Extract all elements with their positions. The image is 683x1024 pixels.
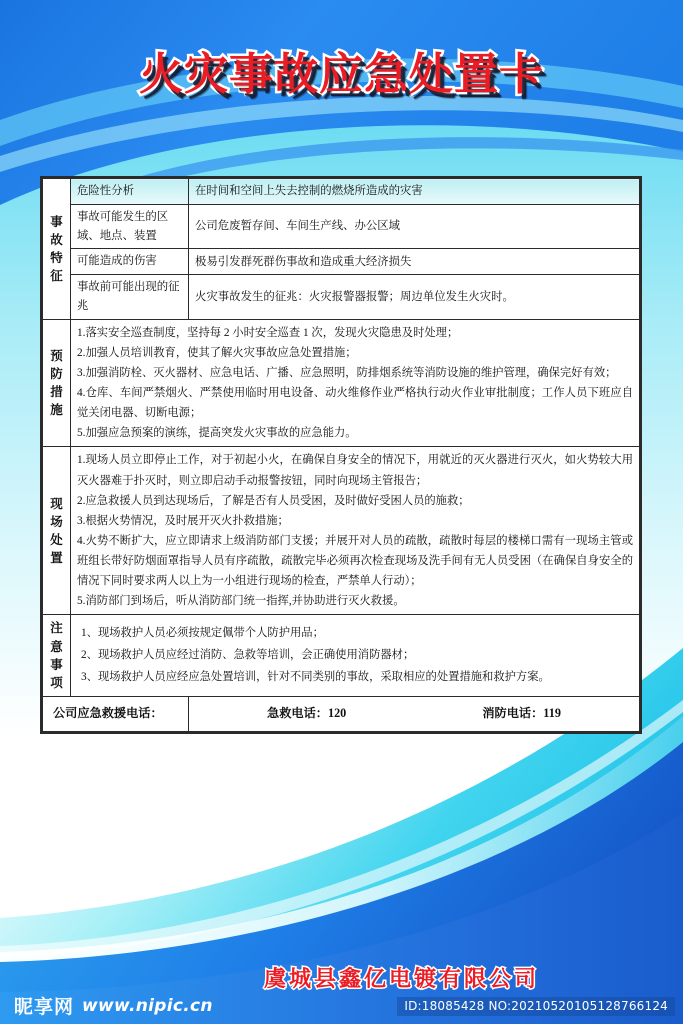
disposal-item: 4.火势不断扩大，应立即请求上级消防部门支援；并展开对人员的疏散，疏散时每层的楼梯口需有一现场主管或班组长带好防烟面罩指导人员有序疏散，疏散完毕必须再次检查现场及洗手间有无人员受困（在确保自身安全的情况下同时要求两人以上为一小组进行现场的检查，严禁单人行动）； <box>77 534 633 587</box>
vlabel-char: 意 <box>50 639 63 654</box>
section-label-accident-features <box>43 179 71 320</box>
ambulance-number: 急救电话：120 <box>267 706 347 721</box>
fire-number: 消防电话：119 <box>482 706 561 721</box>
disposal-item: 1.现场人员立即停止工作，对于初起小火，在确保自身安全的情况下，用就近的灭火器进行灭火，如火势较大用灭火器难于扑灭时，则立即启动手动报警按钮，同时向现场主管报告； <box>77 454 633 487</box>
emergency-numbers-cell <box>189 697 640 732</box>
table-row <box>43 319 640 447</box>
vlabel-char: 处 <box>50 532 63 547</box>
vlabel-char: 施 <box>50 403 63 418</box>
nipic-watermark <box>14 992 213 1019</box>
vlabel-char: 预 <box>50 348 63 363</box>
vlabel-char: 征 <box>50 269 63 284</box>
row-key-possible-injury: 可能造成的伤害 <box>71 249 189 275</box>
prevention-item: 4.仓库、车间严禁烟火、严禁使用临时用电设备、动火维修作业严格执行动火作业审批制度；工作人员下班应自觉关闭电器、切断电源； <box>77 387 633 420</box>
table-row <box>43 204 640 249</box>
company-emergency-phone-label: 公司应急救援电话： <box>43 697 189 732</box>
row-key-hazard-analysis: 危险性分析 <box>71 179 189 205</box>
disposal-sheet <box>42 178 640 732</box>
vlabel-char: 现 <box>50 496 63 511</box>
table-row <box>43 697 640 732</box>
poster-title-container <box>0 38 683 102</box>
note-item: 2、现场救护人员应经过消防、急救等培训，会正确使用消防器材； <box>81 649 415 662</box>
vlabel-char: 置 <box>50 550 63 565</box>
disposal-item: 5.消防部门到场后，听从消防部门统一指挥,并协助进行灭火救援。 <box>77 595 405 608</box>
table-row <box>43 275 640 320</box>
vlabel-char: 措 <box>50 385 63 400</box>
row-value-possible-injury: 极易引发群死群伤事故和造成重大经济损失 <box>189 249 640 275</box>
vlabel-char: 特 <box>50 250 63 265</box>
prevention-item: 2.加强人员培训教育，使其了解火灾事故应急处置措施； <box>77 346 357 359</box>
company-name-banner <box>0 962 683 993</box>
company-name: 虞城县鑫亿电镀有限公司 <box>263 967 539 992</box>
prevention-item: 3.加强消防栓、灭火器材、应急电话、广播、应急照明，防排烟系统等消防设施的维护管理，确保完好有效； <box>77 367 617 380</box>
row-value-possible-areas: 公司危废暂存间、车间生产线、办公区域 <box>189 204 640 249</box>
table-row <box>43 447 640 615</box>
row-value-pre-accident-signs: 火灾事故发生的征兆：火灾报警器报警；周边单位发生火灾时。 <box>189 275 640 320</box>
nipic-url-text: www.nipic.cn <box>82 995 213 1016</box>
disposal-item: 3.根据火势情况，及时展开灭火扑救措施； <box>77 514 289 527</box>
image-id-strip: ID:18085428 NO:20210520105128766124 <box>397 997 675 1016</box>
table-row <box>43 249 640 275</box>
row-value-hazard-analysis: 在时间和空间上失去控制的燃烧所造成的灾害 <box>189 179 640 205</box>
notes-cell <box>71 615 640 697</box>
vlabel-char: 项 <box>50 675 63 690</box>
section-label-onsite-disposal <box>43 447 71 615</box>
table-row <box>43 615 640 697</box>
vlabel-char: 事 <box>50 657 63 672</box>
disposal-item: 2.应急救援人员到达现场后，了解是否有人员受困，及时做好受困人员的施救； <box>77 494 470 507</box>
vlabel-char: 故 <box>50 232 63 247</box>
vlabel-char: 事 <box>50 214 63 229</box>
page-title: 火灾事故应急处置卡 <box>139 49 544 100</box>
vlabel-char: 防 <box>50 367 63 382</box>
note-item: 1、现场救护人员必须按规定佩带个人防护用品； <box>81 627 324 640</box>
section-label-prevention <box>43 319 71 447</box>
nipic-logo-text: 昵享网 <box>14 996 75 1018</box>
vlabel-char: 注 <box>50 621 63 636</box>
note-item: 3、现场救护人员应经应急处置培训，针对不同类别的事故，采取相应的处置措施和救护方案。 <box>81 671 550 684</box>
table-row <box>43 179 640 205</box>
prevention-item: 5.加强应急预案的演练，提高突发火灾事故的应急能力。 <box>77 427 357 440</box>
prevention-measures-cell <box>71 319 640 447</box>
vlabel-char: 场 <box>50 514 63 529</box>
prevention-item: 1.落实安全巡查制度，坚持每 2 小时安全巡查 1 次，发现火灾隐患及时处理； <box>77 326 459 339</box>
row-key-possible-areas: 事故可能发生的区域、地点、装置 <box>71 204 189 249</box>
row-key-pre-accident-signs: 事故前可能出现的征兆 <box>71 275 189 320</box>
section-label-notes <box>43 615 71 697</box>
onsite-disposal-cell <box>71 447 640 615</box>
emergency-card-table <box>40 176 642 734</box>
